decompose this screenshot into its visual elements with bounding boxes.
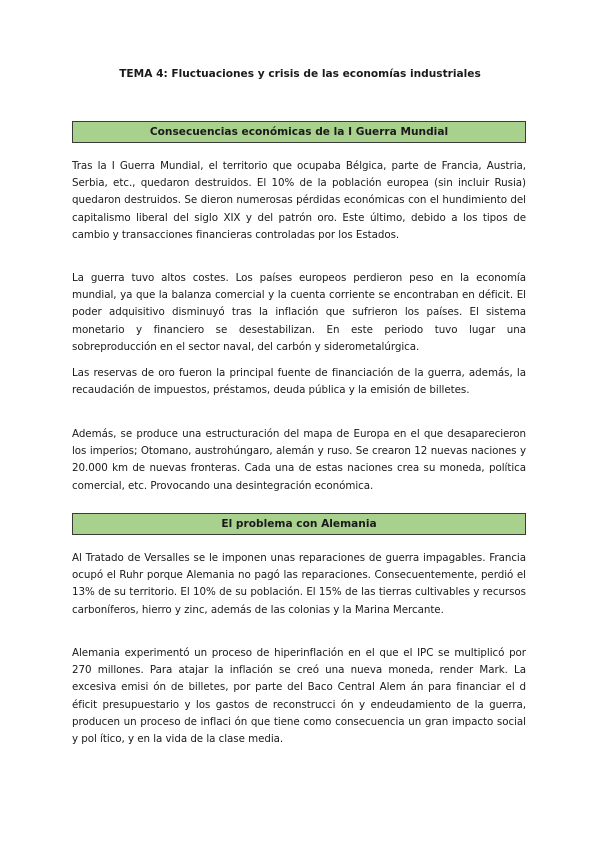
paragraph: La guerra tuvo altos costes. Los países europeos perdieron peso en la economía mundial, ya que la balanza comercial y la cuenta corriente se encontraban en déficit. El poder adquisitivo disminuyó tras la inflación que sufrieron los países. El sistema monetario y financiero se desestabilizan. En este periodo tuvo lugar una sobreproducción en el sector naval, del carbón y siderometalúrgica. [72, 272, 526, 353]
paragraph: Alemania experimentó un proceso de hiperinflación en el que el IPC se multiplicó por 270 millones. Para atajar la inflación se creó una nueva moneda, render Mark. La excesiva emisi ón de billetes, por parte del Baco Central Alem án para financiar el d éficit presupuestario y los gastos de reconstrucci ón y endeudamiento de la guerra, producen un proceso de inflaci ón que tiene como consecuencia un gran impacto social y pol ítico, y en la vida de la clase media. [72, 647, 526, 746]
paragraph: Además, se produce una estructuración del mapa de Europa en el que desaparecieron los imperios; Otomano, austrohúngaro, alemán y ruso. Se crearon 12 nuevas naciones y 20.000 km de nuevas fronteras. Cada una de estas naciones crea su moneda, política comercial, etc. Provocando una desintegración económica. [72, 428, 526, 492]
document-title: TEMA 4: Fluctuaciones y crisis de las economías industriales [119, 68, 481, 80]
paragraph: Tras la I Guerra Mundial, el territorio que ocupaba Bélgica, parte de Francia, Austria, Serbia, etc., quedaron destruidos. El 10% de la población europea (sin incluir Rusia) quedaron destruidos. Se dieron numerosas pérdidas económicas con el hundimiento del capitalismo liberal del siglo XIX y del patrón oro. Este último, debido a los tipos de cambio y transacciones financieras controladas por los Estados. [72, 160, 526, 241]
section-heading-consecuencias: Consecuencias económicas de la I Guerra Mundial [72, 121, 526, 143]
section-heading-alemania: El problema con Alemania [72, 513, 526, 535]
paragraph: Las reservas de oro fueron la principal fuente de financiación de la guerra, además, la recaudación de impuestos, préstamos, deuda pública y la emisión de billetes. [72, 367, 526, 397]
paragraph: Al Tratado de Versalles se le imponen unas reparaciones de guerra impagables. Francia ocupó el Ruhr porque Alemania no pagó las reparaciones. Consecuentemente, perdió el 13% de su territorio. El 10% de su población. El 15% de las tierras cultivables y recursos carboníferos, hierro y zinc, además de las colonias y la Marina Mercante. [72, 552, 526, 616]
